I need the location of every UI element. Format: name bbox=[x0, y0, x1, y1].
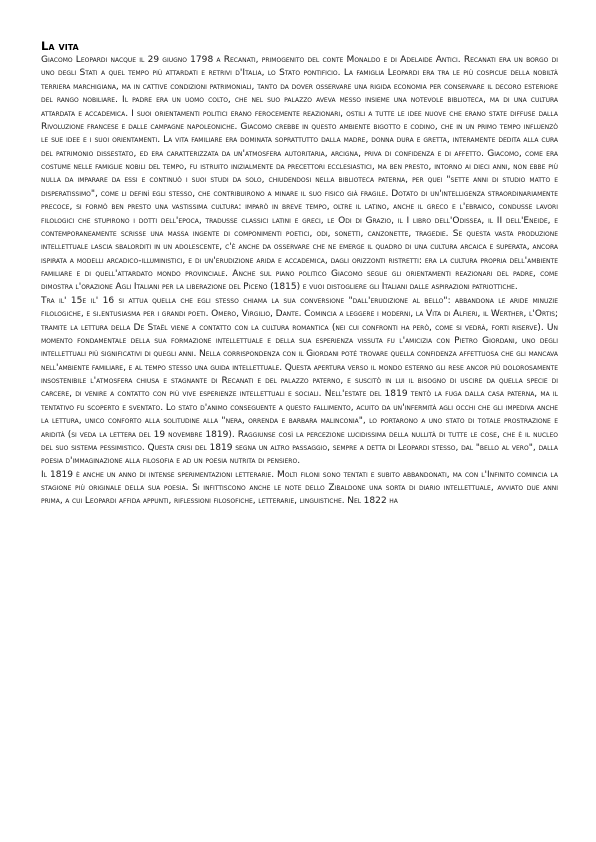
document-page bbox=[41, 38, 558, 509]
section-title: La vita bbox=[41, 39, 79, 53]
paragraph-conversion: Tra il' 15e il' 16 si attua quella che egli stesso chiama la sua conversione "dall'erudizione al bello": abbandona le aride minuzie filologiche, e si.entusiasma per i grandi poeti. Omero, Virgilio, Dante. Comincia a leggere i moderni, la Vita di Alfieri, il Werther, l'Ortis; tramite la lettura della De Staël viene a contatto con la cultura romantica (nei cui confronti ha però, come si vedrà, forti riserve). Un momento fondamentale della sua formazione intellettuale e della sua esperienza vissuta fu l'amicizia con Pietro Giordani, uno degli intellettuali più significativi di quegli anni. Nella corrispondenza con il Giordani poté trovare quella confidenza affettuosa che gli mancava nell'ambiente familiare, e al tempo stesso una guida intellettuale. Questa apertura verso il mondo esterno gli rese ancor più dolorosamente insostenibile l'atmosfera chiusa e stagnante di Recanati e del palazzo paterno, e suscitò in lui il bisogno di uscire da quella specie di carcere, di venire a contatto con più vive esperienze intellettuali e sociali. Nell'estate del 1819 tentò la fuga dalla casa paterna, ma il tentativo fu scoperto e sventato. Lo stato d'animo conseguente a questo fallimento, acuito da un'infermità agli occhi che gli impediva anche la lettura, unico conforto alla solitudine alla "nera, orrenda e barbara malinconia", lo portarono a uno stato di totale prostrazione e aridità (si veda la lettera del 19 novembre 1819). Raggiunse così la percezione lucidissima della nullità di tutte le cose, che è il nucleo del suo sistema pessimistico. Questa crisi del 1819 segna un altro passaggio, sempre a detta di Leopardi stesso, dal "bello al vero", dalla poesia d'immaginazione alla filosofia e ad un poesia nutrita di pensiero. bbox=[41, 295, 558, 467]
paragraph-1819: Il 1819 è anche un anno di intense sperimentazioni letterarie. Molti filoni sono tentati e subito abbandonati, ma con l'Infinito comincia la stagione più originale della sua poesia. Si infittiscono anche le note dello Zibaldone una sorta di diario intellettuale, avviato due anni prima, a cui Leopardi affida appunti, riflessioni filosofiche, letterarie, linguistiche. Nel 1822 ha bbox=[41, 469, 558, 507]
paragraph-early-life: Giacomo Leopardi nacque il 29 giugno 1798 a Recanati, primogenito del conte Monaldo e di Adelaide Antici. Recanati era un borgo di uno degli Stati a quel tempo più attardati e retrivi d'Italia, lo Stato pontificio. La famiglia Leopardi era tra le più cospicue della nobiltà terriera marchigiana, ma in cattive condizioni patrimoniali, tanto da dover osservare una rigida economia per conservare il decoro esteriore del rango nobiliare. Il padre era un uomo colto, che nel suo palazzo aveva messo insieme una notevole biblioteca, ma di una cultura attardata e accademica. I suoi orientamenti politici erano ferocemente reazionari, ostili a tutte le idee nuove che erano state diffuse dalla Rivoluzione francese e dalle campagne napoleoniche. Giacomo crebbe in questo ambiente bigotto e codino, che in un primo tempo influenzò le sue idee e i suoi orientamenti. La vita familiare era dominata soprattutto dalla madre, donna dura e gretta, interamente dedita alla cura del patrimonio dissestato, ed era caratterizzata da un'atmosfera autoritaria, arcigna, priva di confidenza e di affetto. Giacomo, come era costume nelle famiglie nobili del tempo, fu istruito inizialmente da precettori ecclesiastici, ma ben presto, intorno ai dieci anni, non ebbe più nulla da imparare da essi e continuò i suoi studi da solo, chiudendosi nella biblioteca paterna, per quei "sette anni di studio matto e disperatissimo", come li definì egli stesso, che contribuirono a minare il suo fisico già fragile. Dotato di un'intelligenza straordinariamente precoce, si formò ben presto una vastissima cultura: imparò in breve tempo, oltre il latino, anche il greco e l'ebraico, condusse lavori filologici che stupirono i dotti dell'epoca, tradusse classici latini e greci, le Odi di Grazio, il I libro dell'Odissea, il II dell'Eneide, e contemporaneamente scrisse una massa ingente di componimenti poetici, odi, sonetti, canzonette, tragedie. Se questa vasta produzione intellettuale lascia sbalorditi in un adolescente, c'è anche da osservare che ne emerge il quadro di una cultura arcaica e superata, ancora ispirata a modelli arcadico-illuministici, e di un'erudizione arida e accademica, dagli orizzonti ristretti: era la cultura propria dell'ambiente familiare e di quell'attardato mondo provinciale. Anche sul piano politico Giacomo segue gli orientamenti reazionari del padre, come dimostra l'orazione Agli Italiani per la liberazione del Piceno (1815) e vuoi distogliere gli Italiani dalle aspirazioni patriottiche. bbox=[41, 55, 558, 293]
